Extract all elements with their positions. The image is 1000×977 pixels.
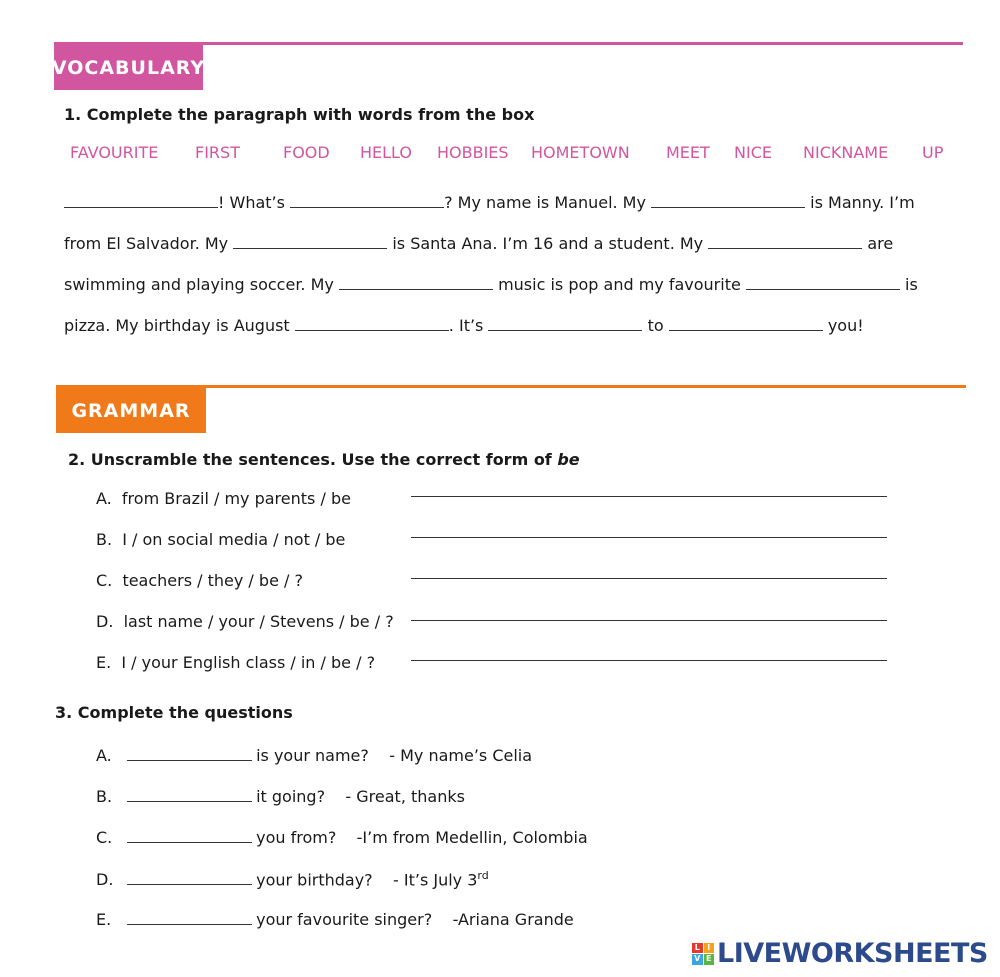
paragraph-line-3 <box>64 275 918 295</box>
item-letter: B. <box>96 787 113 806</box>
paragraph-text: is <box>905 275 918 294</box>
answer-line[interactable] <box>411 660 887 661</box>
answer-line[interactable] <box>411 496 887 497</box>
item-text: teachers / they / be / ? <box>122 571 303 590</box>
questions-instruction: 3. Complete the questions <box>55 703 293 722</box>
blank-input[interactable] <box>746 275 900 290</box>
answer-line[interactable] <box>411 620 887 621</box>
vocabulary-tag <box>51 45 206 90</box>
liveworksheets-logo-text: LIVEWORKSHEETS <box>717 938 988 969</box>
word-hobbies: HOBBIES <box>437 143 509 162</box>
paragraph-text: swimming and playing soccer. My <box>64 275 334 294</box>
question-item-a <box>96 746 532 765</box>
blank-input[interactable] <box>708 234 862 249</box>
liveworksheets-logo-icon <box>692 943 714 965</box>
paragraph-text: you! <box>827 316 864 335</box>
question-item-b <box>96 787 465 806</box>
item-text: it going? <box>256 787 326 806</box>
answer-line[interactable] <box>411 578 887 579</box>
item-letter: C. <box>96 828 113 847</box>
item-answer: - It’s July 3 <box>393 870 478 890</box>
item-letter: C. <box>96 571 113 590</box>
paragraph-text: . It’s <box>448 316 484 335</box>
blank-input[interactable] <box>127 870 252 885</box>
blank-input[interactable] <box>127 910 252 925</box>
question-item-d <box>96 869 489 889</box>
item-letter: D. <box>96 870 114 890</box>
grammar-tag-label: GRAMMAR <box>71 399 191 422</box>
question-item-c <box>96 828 588 847</box>
item-letter: A. <box>96 746 112 765</box>
item-text: I / your English class / in / be / ? <box>121 653 376 672</box>
blank-input[interactable] <box>669 316 823 331</box>
grammar-item-c <box>96 571 303 590</box>
grammar-item-a <box>96 489 351 508</box>
blank-input[interactable] <box>488 316 642 331</box>
paragraph-text: ! What’s <box>218 193 285 212</box>
blank-input[interactable] <box>127 787 252 802</box>
word-up: UP <box>922 143 944 162</box>
paragraph-text: is Manny. I’m <box>810 193 915 212</box>
logo-icon-cell: L <box>692 943 703 954</box>
word-nickname: NICKNAME <box>803 143 889 162</box>
blank-input[interactable] <box>290 193 444 208</box>
blank-input[interactable] <box>233 234 387 249</box>
grammar-instruction-text: 2. Unscramble the sentences. Use the correct form of <box>68 450 552 469</box>
grammar-instruction-emphasis: be <box>557 450 580 469</box>
word-favourite: FAVOURITE <box>70 143 159 162</box>
item-text: you from? <box>256 828 337 847</box>
word-first: FIRST <box>195 143 240 162</box>
item-answer: -Ariana Grande <box>452 910 574 929</box>
grammar-item-e <box>96 653 375 672</box>
item-answer: - Great, thanks <box>345 787 465 806</box>
word-hello: HELLO <box>360 143 412 162</box>
item-letter: A. <box>96 489 112 508</box>
blank-input[interactable] <box>127 746 252 761</box>
item-text: is your name? <box>256 746 369 765</box>
item-answer: - My name’s Celia <box>389 746 533 765</box>
paragraph-text: to <box>647 316 664 335</box>
paragraph-text: pizza. My birthday is August <box>64 316 290 335</box>
word-food: FOOD <box>283 143 330 162</box>
paragraph-text: is Santa Ana. I’m 16 and a student. My <box>392 234 704 253</box>
blank-input[interactable] <box>127 828 252 843</box>
item-answer: -I’m from Medellin, Colombia <box>356 828 588 847</box>
vocabulary-tag-label: VOCABULARY <box>51 56 206 79</box>
blank-input[interactable] <box>651 193 805 208</box>
blank-input[interactable] <box>64 193 218 208</box>
vocabulary-instruction: 1. Complete the paragraph with words from the box <box>64 105 535 124</box>
paragraph-line-1 <box>64 193 915 213</box>
question-item-e <box>96 910 574 929</box>
item-text: your birthday? <box>256 870 373 890</box>
item-letter: E. <box>96 910 112 929</box>
paragraph-text: are <box>867 234 894 253</box>
logo-icon-cell: I <box>704 943 715 954</box>
word-nice: NICE <box>734 143 772 162</box>
item-text: I / on social media / not / be <box>122 530 346 549</box>
item-letter: B. <box>96 530 113 549</box>
word-meet: MEET <box>666 143 710 162</box>
grammar-tag <box>56 388 206 433</box>
paragraph-text: from El Salvador. My <box>64 234 229 253</box>
grammar-item-d <box>96 612 394 631</box>
item-text: from Brazil / my parents / be <box>121 489 351 508</box>
item-answer-superscript: rd <box>477 869 489 882</box>
blank-input[interactable] <box>339 275 493 290</box>
paragraph-text: ? My name is Manuel. My <box>444 193 646 212</box>
logo-icon-cell: E <box>704 954 715 965</box>
item-text: your favourite singer? <box>256 910 433 929</box>
answer-line[interactable] <box>411 537 887 538</box>
liveworksheets-logo <box>692 938 988 969</box>
item-letter: D. <box>96 612 114 631</box>
item-text: last name / your / Stevens / be / ? <box>123 612 394 631</box>
item-letter: E. <box>96 653 112 672</box>
grammar-item-b <box>96 530 345 549</box>
paragraph-line-2 <box>64 234 893 254</box>
paragraph-line-4 <box>64 316 864 336</box>
word-hometown: HOMETOWN <box>531 143 630 162</box>
paragraph-text: music is pop and my favourite <box>498 275 741 294</box>
grammar-instruction <box>68 450 580 469</box>
blank-input[interactable] <box>295 316 449 331</box>
logo-icon-cell: V <box>692 954 703 965</box>
